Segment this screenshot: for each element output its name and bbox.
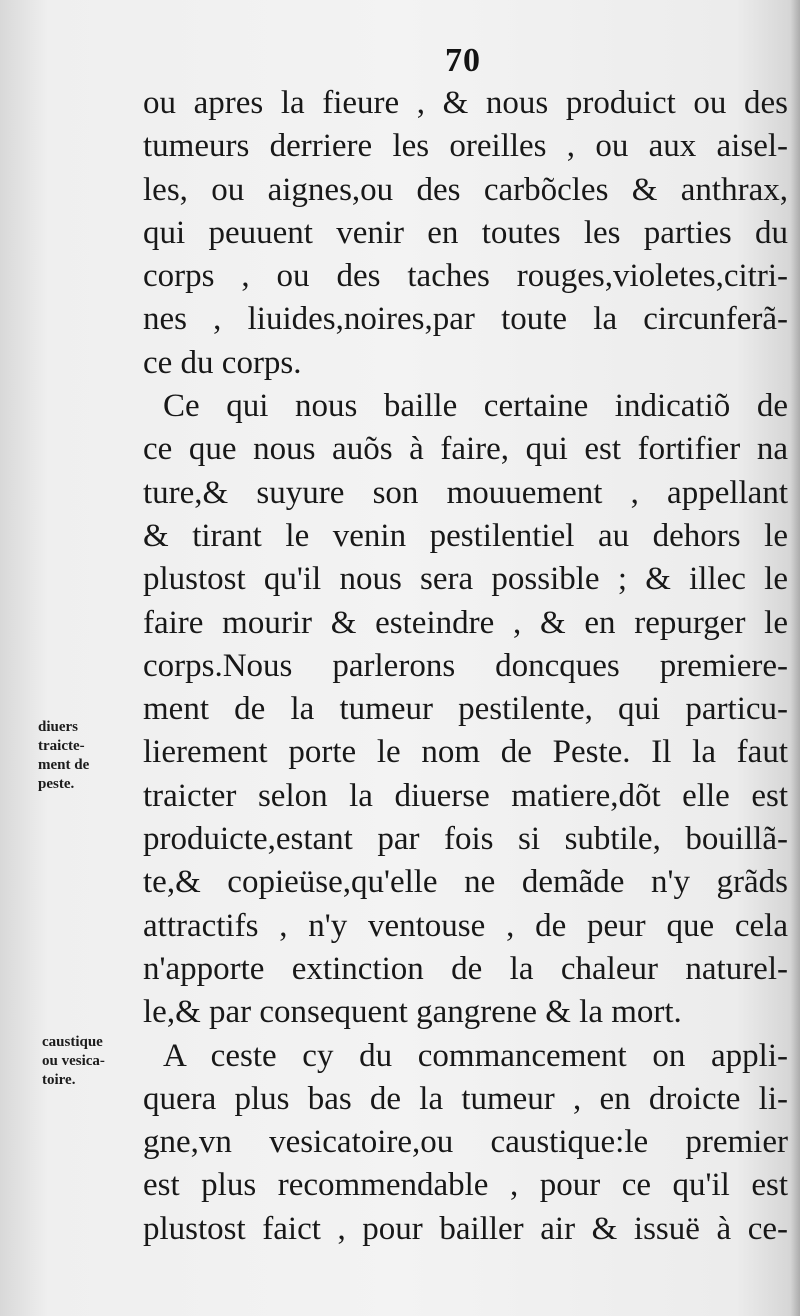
margin-note-line: traicte- (38, 738, 85, 754)
text-line: plustost faict , pour bailler air & issuë à ce- (143, 1210, 788, 1247)
text-line: corps , ou des taches rouges,violetes,citri- (143, 258, 788, 295)
text-line: n'apporte extinction de la chaleur naturel- (143, 950, 788, 987)
text-line: nes , liuides,noires,par toute la circunferã- (143, 301, 788, 338)
page-number: 70 (445, 42, 481, 79)
text-line: ment de la tumeur pestilente, qui particu- (143, 691, 788, 728)
text-line: gne,vn vesicatoire,ou caustique:le premier (143, 1124, 788, 1161)
text-line: faire mourir & esteindre , & en repurger le (143, 604, 788, 641)
text-line: ou apres la fieure , & nous produict ou des (143, 85, 788, 121)
paragraph-start-line: A ceste cy du commancement on appli- (163, 1037, 788, 1074)
text-line: tumeurs derriere les oreilles , ou aux aisel- (143, 128, 788, 165)
text-line: lierement porte le nom de Peste. Il la faut (143, 734, 788, 771)
margin-note-line: caustique (42, 1034, 103, 1050)
paragraph-start-line: Ce qui nous baille certaine indicatiõ de (163, 388, 788, 425)
text-line: attractifs , n'y ventouse , de peur que cela (143, 907, 788, 944)
margin-note-line: toire. (42, 1072, 76, 1088)
text-line: & tirant le venin pestilentiel au dehors le (143, 517, 788, 554)
text-line: le,& par consequent gangrene & la mort. (143, 994, 682, 1031)
body-text (143, 82, 788, 1251)
margin-note-diuers-traictement (38, 718, 89, 794)
margin-note-line: ment de (38, 757, 90, 773)
text-line: corps.Nous parlerons doncques premiere- (143, 647, 788, 684)
page-edge-shadow (790, 0, 800, 1316)
text-line: est plus recommendable , pour ce qu'il est (143, 1167, 788, 1204)
text-line: ture,& suyure son mouuement , appellant (143, 474, 788, 511)
text-line: quera plus bas de la tumeur , en droicte li- (143, 1080, 788, 1117)
margin-note-line: diuers (38, 719, 79, 735)
margin-note-line: peste. (38, 776, 75, 792)
text-line: produicte,estant par fois si subtile, bouillã- (143, 821, 788, 858)
margin-note-caustique (42, 1033, 105, 1090)
text-line: traicter selon la diuerse matiere,dõt elle est (143, 777, 788, 814)
text-line: les, ou aignes,ou des carbõcles & anthrax, (143, 171, 788, 208)
text-line: ce du corps. (143, 344, 302, 381)
text-line: te,& copieüse,qu'elle ne demãde n'y grãds (143, 864, 788, 901)
margin-note-line: ou vesica- (42, 1053, 105, 1069)
text-line: qui peuuent venir en toutes les parties du (143, 214, 788, 251)
text-line: ce que nous auõs à faire, qui est fortifier na (143, 431, 788, 468)
text-line: plustost qu'il nous sera possible ; & illec le (143, 561, 788, 598)
